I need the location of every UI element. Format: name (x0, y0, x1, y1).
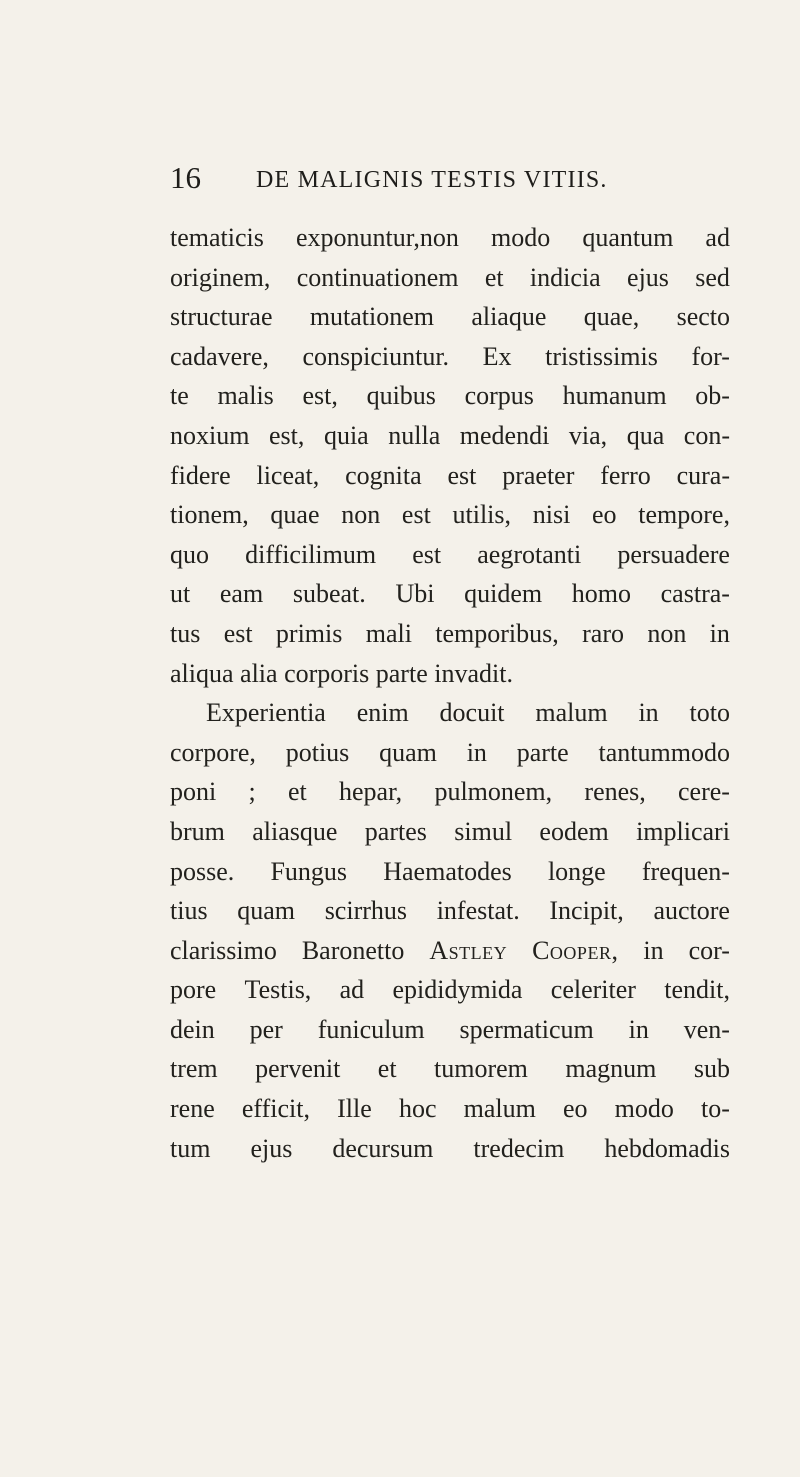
word: Fungus (270, 856, 348, 886)
word: frequen- (641, 856, 730, 886)
word: renes, (584, 777, 646, 807)
word: eodem (539, 816, 609, 846)
word: Haematodes (383, 856, 512, 886)
word: utilis, (452, 500, 512, 530)
word: con- (683, 420, 730, 450)
text-line (170, 297, 730, 337)
word: persuadere (617, 539, 730, 569)
word: cere- (678, 777, 730, 807)
text-line (170, 1129, 730, 1169)
word: aliasque (252, 816, 338, 846)
text-line (170, 1049, 730, 1089)
word: est (401, 500, 431, 530)
word: quam (379, 737, 437, 767)
word: tredecim (473, 1133, 565, 1163)
word: hebdomadis (604, 1133, 730, 1163)
word: malis (217, 381, 274, 411)
word: castra- (660, 579, 730, 609)
text-line (170, 495, 730, 535)
word: medendi (459, 420, 550, 450)
word: Baronetto (301, 935, 405, 965)
word: alia (240, 658, 278, 688)
word: cognita (345, 460, 422, 490)
word: sub (693, 1054, 730, 1084)
word: ob- (695, 381, 730, 411)
text-line (170, 535, 730, 575)
word: ad (705, 223, 730, 252)
word: magnum (565, 1054, 657, 1084)
word: homo (571, 579, 631, 609)
word: corpus (464, 381, 534, 411)
word: est, (269, 420, 305, 450)
word: indicia (529, 262, 601, 292)
word: longe (547, 856, 606, 886)
word: tantummodo (598, 737, 730, 767)
word: ; (248, 777, 256, 807)
word: qua (626, 420, 665, 450)
word: enim (356, 698, 409, 728)
word: efficit, (241, 1094, 310, 1124)
text-line (170, 1010, 730, 1050)
word: pervenit (255, 1054, 341, 1084)
word: ut (170, 579, 191, 609)
word: in (638, 698, 659, 728)
word: pulmonem, (434, 777, 553, 807)
word: clarissimo (170, 935, 277, 965)
word: malum (535, 698, 608, 728)
word: te (170, 381, 189, 411)
word: est (447, 460, 477, 490)
word: non (341, 500, 381, 530)
word: tematicis (170, 223, 264, 252)
word: spermaticum (459, 1014, 594, 1044)
word: nisi (532, 500, 571, 530)
word: posse. (170, 856, 235, 886)
word: non (647, 618, 687, 648)
word: tristissimis (545, 341, 658, 371)
word: malum (463, 1094, 536, 1124)
word: in (709, 618, 730, 648)
word: celeriter (550, 975, 636, 1005)
word: per (249, 1014, 283, 1044)
word: Testis, (244, 975, 312, 1005)
word: infestat. (436, 896, 520, 926)
word: via, (568, 420, 608, 450)
text-line (170, 891, 730, 931)
text-line (170, 376, 730, 416)
word: eam (219, 579, 264, 609)
word: Ille (337, 1094, 372, 1124)
word: in (628, 1014, 649, 1044)
word: tempore, (638, 500, 730, 530)
word: mutationem (309, 302, 435, 332)
word: dein (170, 1014, 215, 1044)
word: humanum (562, 381, 667, 411)
word: cura- (676, 460, 730, 490)
text-line (170, 970, 730, 1010)
text-line (170, 258, 730, 298)
word: est (412, 539, 442, 569)
word: praeter (502, 460, 575, 490)
word: mali (365, 618, 412, 648)
word: exponuntur,non (295, 223, 459, 252)
word: tumorem (434, 1054, 528, 1084)
word: parte (375, 658, 428, 688)
word: epididymida (392, 975, 523, 1005)
word: ven- (683, 1014, 730, 1044)
word: ad (339, 975, 365, 1005)
word: scirrhus (324, 896, 408, 926)
word: tendit, (664, 975, 730, 1005)
word: primis (275, 618, 343, 648)
word: aegrotanti (477, 539, 582, 569)
text-line (170, 931, 730, 971)
word: hepar, (338, 777, 403, 807)
word: est (223, 618, 253, 648)
text-line (170, 416, 730, 456)
word: fidere (170, 460, 231, 490)
text-line (170, 852, 730, 892)
text-line (170, 772, 730, 812)
word: trem (170, 1054, 218, 1084)
word: potius (285, 737, 350, 767)
word: invadit. (434, 658, 513, 688)
word: et (377, 1054, 397, 1084)
word: auctore (653, 896, 730, 926)
word: eo (592, 500, 617, 530)
word: tus (170, 618, 201, 648)
word: noxium (170, 420, 250, 450)
word: structurae (170, 302, 273, 332)
word: eo (562, 1094, 588, 1124)
word: sed (695, 262, 730, 292)
word: originem, (170, 262, 271, 292)
word: in (643, 935, 664, 965)
word: tionem, (170, 500, 249, 530)
word: hoc (398, 1094, 437, 1124)
word: aliaque (471, 302, 547, 332)
word: cor- (688, 935, 730, 965)
text-line (170, 1089, 730, 1129)
word: et (484, 262, 504, 292)
word: decursum (332, 1133, 434, 1163)
word: modo (614, 1094, 674, 1124)
text-line (170, 654, 730, 694)
word: quidem (464, 579, 543, 609)
word: conspiciuntur. (302, 341, 450, 371)
word: Experientia (206, 698, 326, 728)
word: Cooper, (532, 935, 619, 965)
word: secto (676, 302, 730, 332)
word: ferro (600, 460, 651, 490)
word: docuit (439, 698, 505, 728)
word: ejus (250, 1133, 293, 1163)
word: cadavere, (170, 341, 269, 371)
word: modo (490, 223, 551, 252)
word: quo (170, 539, 209, 569)
word: quia (323, 420, 369, 450)
word: nulla (388, 420, 441, 450)
text-line (170, 812, 730, 852)
word: est, (302, 381, 338, 411)
running-head (170, 160, 770, 200)
word: corporis (284, 658, 370, 688)
word: quibus (366, 381, 436, 411)
word: tum (170, 1133, 211, 1163)
word: Incipit, (549, 896, 624, 926)
word: ejus (627, 262, 669, 292)
word: temporibus, (435, 618, 559, 648)
text-line (170, 733, 730, 773)
word: to- (701, 1094, 730, 1124)
text-line (170, 337, 730, 377)
word: partes (364, 816, 427, 846)
word: implicari (636, 816, 730, 846)
text-line (170, 614, 730, 654)
word: corpore, (170, 737, 256, 767)
word: quae, (583, 302, 640, 332)
text-line (170, 574, 730, 614)
word: continuationem (296, 262, 459, 292)
word: poni (170, 777, 217, 807)
word: Ubi (395, 579, 435, 609)
word: parte (516, 737, 569, 767)
word: pore (170, 975, 217, 1005)
word: brum (170, 816, 225, 846)
word: rene (170, 1094, 215, 1124)
word: quam (237, 896, 296, 926)
word: difficilimum (245, 539, 377, 569)
word: Astley (429, 935, 508, 965)
page-number: 16 (170, 160, 201, 195)
text-line (170, 456, 730, 496)
word: funiculum (317, 1014, 425, 1044)
word: subeat. (292, 579, 366, 609)
word: Ex (482, 341, 512, 371)
word: for- (691, 341, 730, 371)
word: aliqua (170, 658, 234, 688)
word: toto (689, 698, 730, 728)
word: quantum (582, 223, 674, 252)
word: raro (582, 618, 624, 648)
body-text (170, 218, 730, 1168)
text-line (170, 218, 730, 258)
word: simul (454, 816, 513, 846)
word: liceat, (256, 460, 320, 490)
word: in (466, 737, 487, 767)
word: quae (270, 500, 320, 530)
text-line (170, 693, 730, 733)
word: et (287, 777, 307, 807)
word: tius (170, 896, 208, 926)
running-title: DE MALIGNIS TESTIS VITIIS. (256, 167, 608, 193)
